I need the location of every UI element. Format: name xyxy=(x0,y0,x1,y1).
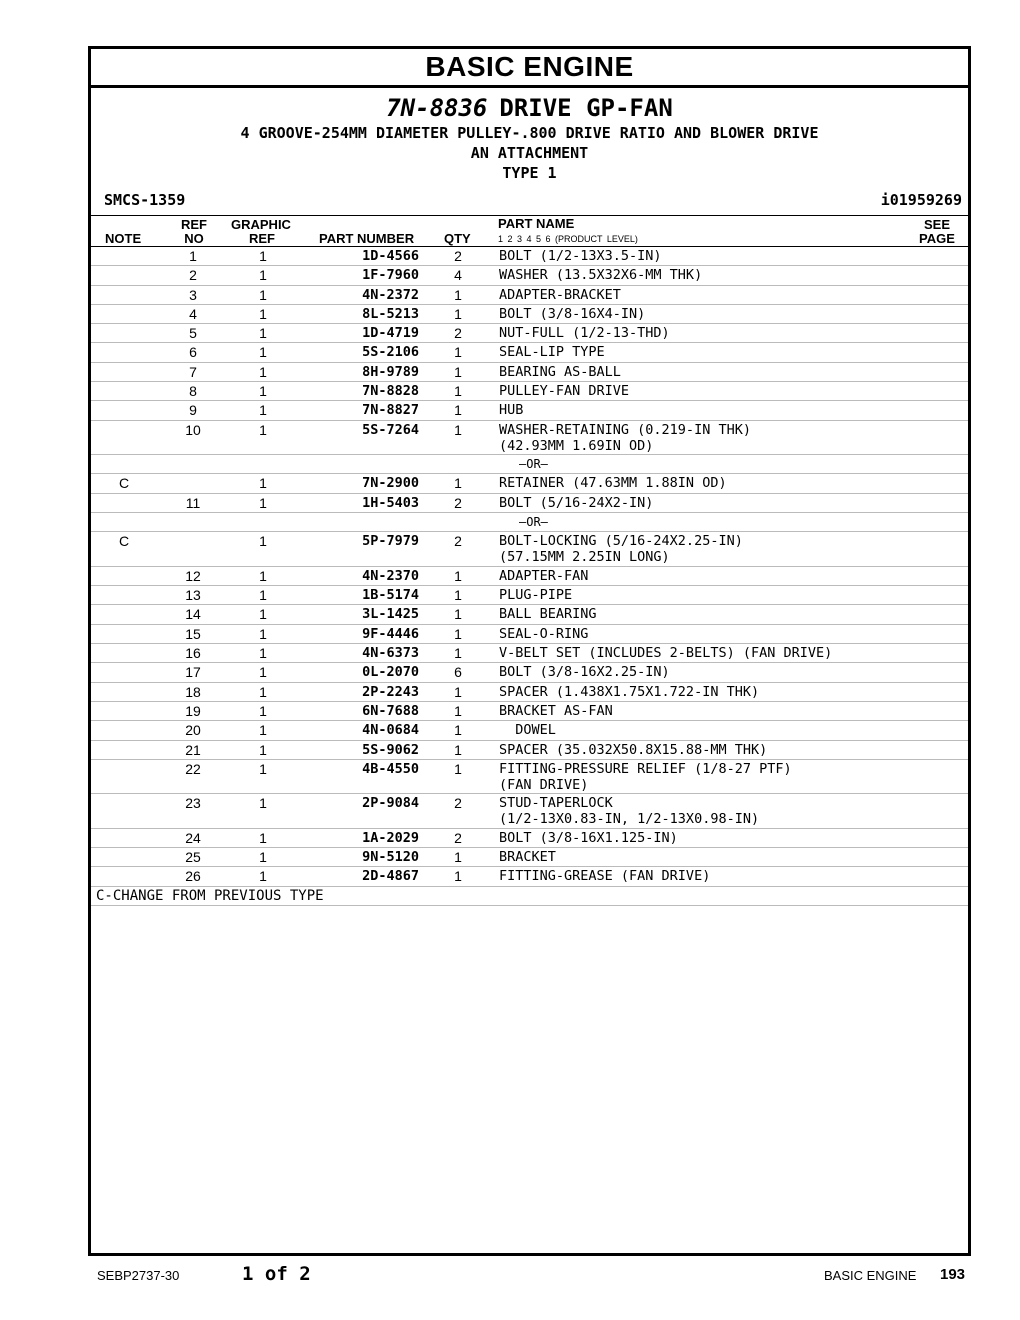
row-part-number: 1B-5174 xyxy=(362,587,419,604)
row-graphic-ref: 1 xyxy=(259,760,267,777)
row-ref-no: 4 xyxy=(189,305,197,322)
row-ref-no: 1 xyxy=(189,248,197,264)
smcs-code: SMCS-1359 xyxy=(104,191,186,209)
row-part-name: BOLT (1/2-13X3.5-IN) xyxy=(499,248,662,264)
row-ref-no: 24 xyxy=(185,829,201,846)
col-ref-line1: REF xyxy=(181,217,207,232)
row-ref-no: 16 xyxy=(185,645,201,662)
row-part-name: NUT-FULL (1/2-13-THD) xyxy=(499,325,670,342)
row-graphic-ref: 1 xyxy=(259,683,267,700)
section-title: BASIC ENGINE xyxy=(91,49,968,88)
row-graphic-ref: 1 xyxy=(259,267,267,284)
row-ref-no: 11 xyxy=(185,494,201,511)
illustration-id: i01959269 xyxy=(880,191,962,209)
row-part-name: PULLEY-FAN DRIVE xyxy=(499,383,630,400)
row-qty: 2 xyxy=(454,494,462,511)
row-part-name: ADAPTER-BRACKET xyxy=(499,286,621,303)
table-row xyxy=(91,382,968,401)
table-row xyxy=(91,343,968,362)
row-graphic-ref: 1 xyxy=(259,305,267,322)
row-qty: 2 xyxy=(454,325,462,342)
row-part-number: 4N-0684 xyxy=(362,722,419,739)
col-part-number: PART NUMBER xyxy=(319,231,415,246)
table-row xyxy=(91,532,968,567)
row-part-name: WASHER (13.5X32X6-MM THK) xyxy=(499,267,703,284)
row-part-number: 1D-4719 xyxy=(362,325,419,342)
row-part-number: 3L-1425 xyxy=(362,606,419,623)
row-part-number: 2P-9084 xyxy=(362,795,419,812)
row-ref-no: 17 xyxy=(185,664,201,681)
row-graphic-ref: 1 xyxy=(259,402,267,419)
table-row xyxy=(91,605,968,624)
group-part-number: 7N-8836 xyxy=(386,94,488,122)
row-part-number: 2P-2243 xyxy=(362,683,419,700)
row-ref-no: 5 xyxy=(189,325,197,342)
row-part-name: BALL BEARING xyxy=(499,606,597,623)
row-qty: 1 xyxy=(454,625,462,642)
row-part-name: BRACKET AS-FAN xyxy=(499,702,613,719)
row-graphic-ref: 1 xyxy=(259,567,267,584)
col-product-level: 1 2 3 4 5 6 (PRODUCT LEVEL) xyxy=(498,234,638,244)
row-part-number: 1D-4566 xyxy=(362,248,419,264)
row-part-name: ADAPTER-FAN xyxy=(499,567,589,584)
alternate-row xyxy=(91,513,968,532)
row-ref-no: 8 xyxy=(189,383,197,400)
row-part-number: 8L-5213 xyxy=(362,305,419,322)
change-note: C-CHANGE FROM PREVIOUS TYPE xyxy=(96,887,324,904)
row-part-number: 1H-5403 xyxy=(362,494,419,511)
table-row xyxy=(91,794,968,829)
row-part-name: SPACER (35.032X50.8X15.88-MM THK) xyxy=(499,741,768,758)
row-part-name: SEAL-LIP TYPE xyxy=(499,344,605,361)
row-note: C xyxy=(118,533,130,550)
row-qty: 1 xyxy=(454,760,462,777)
col-see-line2: PAGE xyxy=(919,231,955,246)
alternate-row xyxy=(91,455,968,474)
row-graphic-ref: 1 xyxy=(259,248,267,264)
row-part-number: 4N-2372 xyxy=(362,286,419,303)
row-ref-no: 9 xyxy=(189,402,197,419)
row-part-name: BOLT (3/8-16X1.125-IN) xyxy=(499,829,678,846)
table-row xyxy=(91,702,968,721)
table-row xyxy=(91,421,968,456)
row-part-name: STUD-TAPERLOCK (1/2-13X0.83-IN, 1/2-13X0.98-IN) xyxy=(499,795,760,828)
row-ref-no: 13 xyxy=(185,587,201,604)
table-row xyxy=(91,586,968,605)
row-qty: 1 xyxy=(454,305,462,322)
row-qty: 1 xyxy=(454,363,462,380)
row-part-name: BOLT (3/8-16X4-IN) xyxy=(499,305,646,322)
row-part-name: BEARING AS-BALL xyxy=(499,363,621,380)
table-row xyxy=(91,474,968,493)
row-part-number: 6N-7688 xyxy=(362,702,419,719)
table-row xyxy=(91,305,968,324)
col-part-name: PART NAME xyxy=(498,216,575,231)
table-row xyxy=(91,247,968,266)
col-qty: QTY xyxy=(444,231,471,246)
table-row xyxy=(91,324,968,343)
row-graphic-ref: 1 xyxy=(259,795,267,812)
footer-page-of: 1 of 2 xyxy=(242,1263,311,1285)
row-graphic-ref: 1 xyxy=(259,344,267,361)
column-headers xyxy=(91,216,968,247)
row-part-name: V-BELT SET (INCLUDES 2-BELTS) (FAN DRIVE) xyxy=(499,645,833,662)
row-part-name: PLUG-PIPE xyxy=(499,587,573,604)
row-part-name: BRACKET xyxy=(499,849,556,866)
table-row xyxy=(91,625,968,644)
table-row xyxy=(91,721,968,740)
footer-doc-id: SEBP2737-30 xyxy=(97,1268,180,1283)
row-part-number: 5S-9062 xyxy=(362,741,419,758)
row-ref-no: 2 xyxy=(189,267,197,284)
row-graphic-ref: 1 xyxy=(259,741,267,758)
row-ref-no: 25 xyxy=(185,849,201,866)
row-graphic-ref: 1 xyxy=(259,829,267,846)
row-qty: 1 xyxy=(454,741,462,758)
page-footer xyxy=(0,1262,1020,1292)
table-row xyxy=(91,567,968,586)
row-qty: 2 xyxy=(454,829,462,846)
row-part-number: 7N-8828 xyxy=(362,383,419,400)
row-part-number: 8H-9789 xyxy=(362,363,419,380)
row-part-name: FITTING-PRESSURE RELIEF (1/8-27 PTF) (FAN DRIVE) xyxy=(499,760,792,793)
row-graphic-ref: 1 xyxy=(259,363,267,380)
row-qty: 1 xyxy=(454,683,462,700)
row-graphic-ref: 1 xyxy=(259,494,267,511)
change-note-row xyxy=(91,887,968,906)
table-row xyxy=(91,644,968,663)
row-part-number: 4N-6373 xyxy=(362,645,419,662)
row-qty: 1 xyxy=(454,567,462,584)
group-title xyxy=(91,94,968,122)
row-qty: 2 xyxy=(454,533,462,550)
row-part-name: SPACER (1.438X1.75X1.722-IN THK) xyxy=(499,683,760,700)
row-part-name: SEAL-O-RING xyxy=(499,625,589,642)
row-qty: 1 xyxy=(454,868,462,885)
row-qty: 2 xyxy=(454,248,462,264)
row-part-number: 1A-2029 xyxy=(362,829,419,846)
col-note: NOTE xyxy=(105,231,142,246)
group-name: DRIVE GP-FAN xyxy=(499,94,673,122)
row-part-number: 1F-7960 xyxy=(362,267,419,284)
table-row xyxy=(91,401,968,420)
row-graphic-ref: 1 xyxy=(259,645,267,662)
table-row xyxy=(91,683,968,702)
row-note: C xyxy=(118,475,130,492)
row-graphic-ref: 1 xyxy=(259,587,267,604)
row-part-name: WASHER-RETAINING (0.219-IN THK) (42.93MM 1.69IN OD) xyxy=(499,421,751,454)
table-row xyxy=(91,663,968,682)
row-qty: 1 xyxy=(454,383,462,400)
row-qty: 1 xyxy=(454,645,462,662)
group-subtitle-1: 4 GROOVE-254MM DIAMETER PULLEY-.800 DRIVE RATIO AND BLOWER DRIVE xyxy=(240,124,819,142)
row-qty: 1 xyxy=(454,849,462,866)
row-part-number: 7N-8827 xyxy=(362,402,419,419)
row-qty: 1 xyxy=(454,606,462,623)
group-header xyxy=(91,88,968,216)
row-ref-no: 23 xyxy=(185,795,201,812)
row-qty: 1 xyxy=(454,286,462,303)
row-qty: 1 xyxy=(454,722,462,739)
row-part-number: 4N-2370 xyxy=(362,567,419,584)
group-subtitle-3: TYPE 1 xyxy=(502,164,557,182)
row-part-name: RETAINER (47.63MM 1.88IN OD) xyxy=(499,475,727,492)
row-graphic-ref: 1 xyxy=(259,383,267,400)
group-subtitle-2: AN ATTACHMENT xyxy=(470,144,589,162)
row-part-name: DOWEL xyxy=(499,722,556,739)
row-graphic-ref: 1 xyxy=(259,325,267,342)
row-part-number: 5P-7979 xyxy=(362,533,419,550)
row-part-number: 7N-2900 xyxy=(362,475,419,492)
row-qty: 1 xyxy=(454,402,462,419)
row-graphic-ref: 1 xyxy=(259,702,267,719)
table-row xyxy=(91,363,968,382)
col-graphic-line2: REF xyxy=(249,231,275,246)
col-graphic-line1: GRAPHIC xyxy=(231,217,291,232)
row-graphic-ref: 1 xyxy=(259,533,267,550)
row-part-number: 4B-4550 xyxy=(362,760,419,777)
row-part-name: BOLT (5/16-24X2-IN) xyxy=(499,494,654,511)
row-qty: 6 xyxy=(454,664,462,681)
row-graphic-ref: 1 xyxy=(259,475,267,492)
row-qty: 4 xyxy=(454,267,462,284)
row-ref-no: 15 xyxy=(185,625,201,642)
alternate-marker: —OR— xyxy=(519,457,548,472)
row-graphic-ref: 1 xyxy=(259,625,267,642)
row-graphic-ref: 1 xyxy=(259,722,267,739)
row-ref-no: 6 xyxy=(189,344,197,361)
row-part-number: 5S-2106 xyxy=(362,344,419,361)
alternate-marker: —OR— xyxy=(519,515,548,530)
row-qty: 1 xyxy=(454,587,462,604)
row-part-name: BOLT-LOCKING (5/16-24X2.25-IN) (57.15MM 2.25IN LONG) xyxy=(499,533,743,566)
row-part-name: BOLT (3/8-16X2.25-IN) xyxy=(499,664,670,681)
row-qty: 1 xyxy=(454,421,462,438)
table-row xyxy=(91,867,968,886)
table-row xyxy=(91,266,968,285)
row-qty: 1 xyxy=(454,475,462,492)
row-qty: 1 xyxy=(454,344,462,361)
row-part-name: HUB xyxy=(499,402,524,419)
row-qty: 2 xyxy=(454,795,462,812)
footer-page-number: 193 xyxy=(940,1266,966,1283)
row-ref-no: 14 xyxy=(185,606,201,623)
footer-section: BASIC ENGINE xyxy=(824,1268,917,1283)
row-graphic-ref: 1 xyxy=(259,421,267,438)
row-ref-no: 26 xyxy=(185,868,201,885)
table-row xyxy=(91,829,968,848)
col-see-line1: SEE xyxy=(924,217,951,232)
row-part-name: FITTING-GREASE (FAN DRIVE) xyxy=(499,868,711,885)
table-row xyxy=(91,741,968,760)
table-row xyxy=(91,494,968,513)
table-row xyxy=(91,286,968,305)
row-part-number: 5S-7264 xyxy=(362,421,419,438)
row-graphic-ref: 1 xyxy=(259,849,267,866)
row-ref-no: 20 xyxy=(185,722,201,739)
col-ref-line2: NO xyxy=(184,231,204,246)
row-ref-no: 18 xyxy=(185,683,201,700)
row-graphic-ref: 1 xyxy=(259,286,267,303)
parts-list-frame xyxy=(88,46,971,1256)
row-part-number: 9F-4446 xyxy=(362,625,419,642)
row-graphic-ref: 1 xyxy=(259,868,267,885)
row-part-number: 9N-5120 xyxy=(362,849,419,866)
row-ref-no: 22 xyxy=(185,760,201,777)
row-part-number: 2D-4867 xyxy=(362,868,419,885)
row-graphic-ref: 1 xyxy=(259,606,267,623)
parts-table xyxy=(91,247,968,887)
row-ref-no: 3 xyxy=(189,286,197,303)
row-ref-no: 10 xyxy=(185,421,201,438)
row-ref-no: 19 xyxy=(185,702,201,719)
row-ref-no: 12 xyxy=(185,567,201,584)
table-row xyxy=(91,848,968,867)
row-graphic-ref: 1 xyxy=(259,664,267,681)
row-qty: 1 xyxy=(454,702,462,719)
row-ref-no: 7 xyxy=(189,363,197,380)
row-ref-no: 21 xyxy=(185,741,201,758)
row-part-number: 0L-2070 xyxy=(362,664,419,681)
table-row xyxy=(91,760,968,795)
